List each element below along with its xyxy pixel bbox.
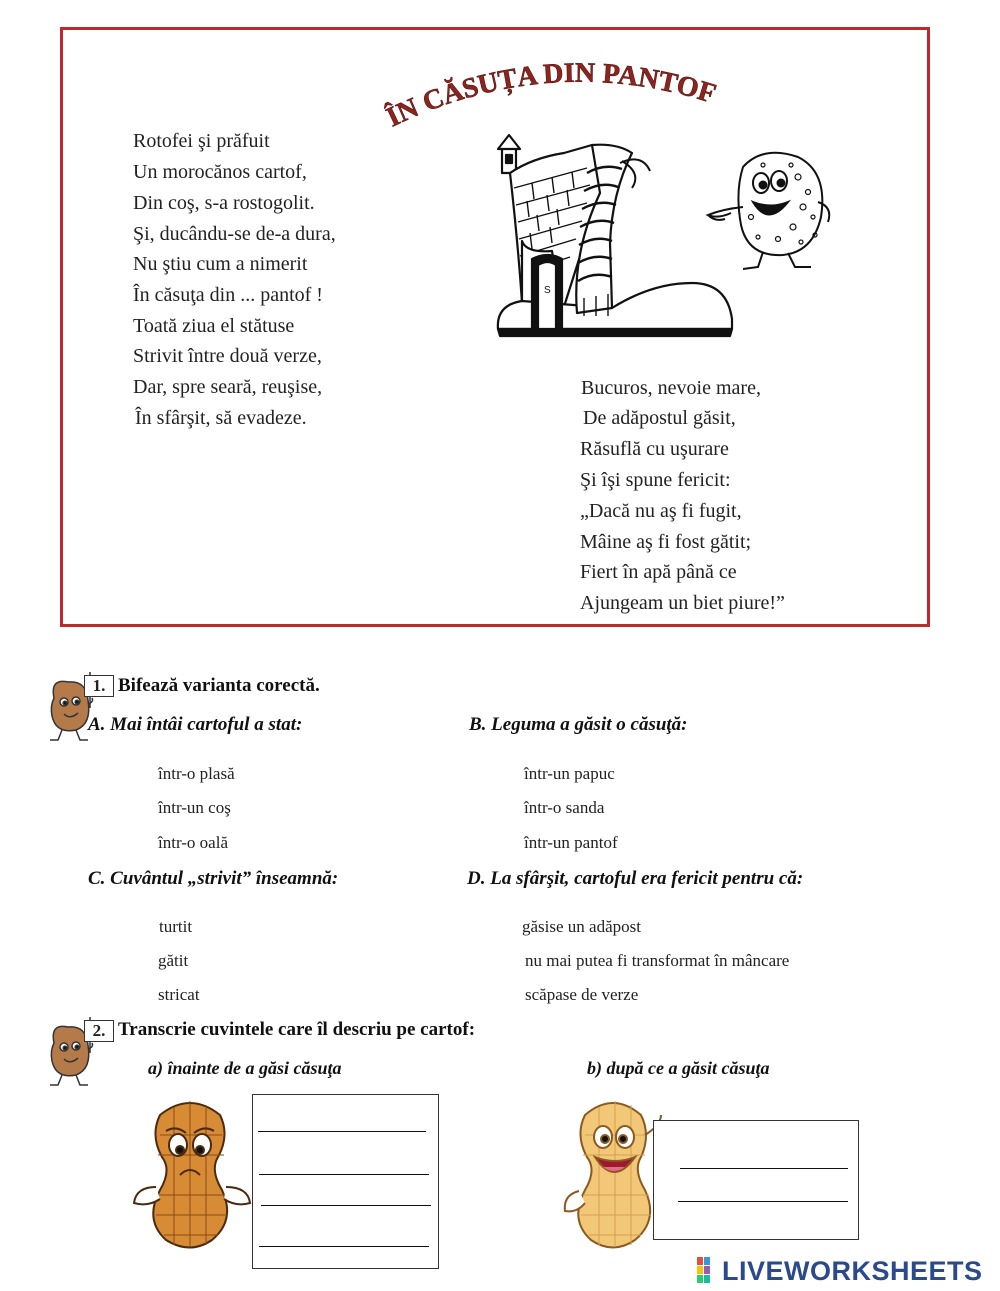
poem-line: Bucuros, nevoie mare, bbox=[581, 377, 761, 399]
option-c-3[interactable]: stricat bbox=[158, 985, 200, 1004]
option-a-3[interactable]: într-o oală bbox=[158, 833, 228, 852]
poem-line: De adăpostul găsit, bbox=[583, 407, 736, 429]
poem-line: Ajungeam un biet piure!” bbox=[580, 592, 785, 614]
option-c-1[interactable]: turtit bbox=[159, 917, 193, 936]
poem-line: Rotofei şi prăfuit bbox=[133, 130, 270, 152]
answer-box-after bbox=[653, 1120, 859, 1240]
answer-line[interactable] bbox=[259, 1174, 429, 1175]
potato-character-illustration bbox=[703, 147, 843, 272]
poem-line: Toată ziua el stătuse bbox=[133, 315, 295, 337]
answer-line[interactable] bbox=[680, 1168, 848, 1169]
answer-line[interactable] bbox=[678, 1201, 848, 1202]
poem-line: Răsuflă cu uşurare bbox=[580, 438, 729, 460]
option-a-1[interactable]: într-o plasă bbox=[158, 764, 235, 783]
answer-line[interactable] bbox=[261, 1205, 431, 1206]
question-b-label: B. Leguma a găsit o căsuţă: bbox=[469, 714, 688, 735]
option-d-1[interactable]: găsise un adăpost bbox=[522, 917, 641, 936]
poem-line: Şi, ducându-se de-a dura, bbox=[133, 223, 336, 245]
poem-line: Din coş, s-a rostogolit. bbox=[133, 192, 315, 214]
poem-line: Mâine aş fi fost gătit; bbox=[580, 531, 752, 553]
option-b-2[interactable]: într-o sanda bbox=[524, 798, 605, 817]
poem-line: Un morocănos cartof, bbox=[133, 161, 307, 183]
option-b-1[interactable]: într-un papuc bbox=[524, 764, 615, 783]
svg-text:S: S bbox=[544, 285, 551, 296]
option-b-3[interactable]: într-un pantof bbox=[524, 833, 618, 852]
option-c-2[interactable]: gătit bbox=[158, 951, 189, 970]
exercise-2-instruction: Transcrie cuvintele care îl descriu pe cartof: bbox=[118, 1019, 476, 1040]
question-a-label: A. Mai întâi cartoful a stat: bbox=[88, 714, 303, 735]
poem-line: Dar, spre seară, reuşise, bbox=[133, 376, 323, 398]
poem-line: Fiert în apă până ce bbox=[580, 561, 737, 583]
poem-line: Strivit între două verze, bbox=[133, 345, 322, 367]
happy-peanut-illustration bbox=[563, 1095, 663, 1250]
question-d-label: D. La sfârşit, cartoful era fericit pentru că: bbox=[467, 868, 804, 889]
option-a-2[interactable]: într-un coş bbox=[158, 798, 231, 817]
svg-text:ÎN CĂSUȚA DIN PANTOF bbox=[382, 58, 720, 134]
answer-line[interactable] bbox=[259, 1246, 429, 1247]
liveworksheets-brand: LIVEWORKSHEETS bbox=[722, 1256, 983, 1286]
exercise-1-instruction: Bifează varianta corectă. bbox=[118, 675, 320, 696]
poem-line: „Dacă nu aş fi fugit, bbox=[580, 500, 742, 522]
poem-title: ÎN CĂSUȚA DIN PANTOF bbox=[381, 57, 720, 134]
answer-box-before bbox=[252, 1094, 439, 1269]
part-b-label: b) după ce a găsit căsuţa bbox=[587, 1058, 770, 1078]
poem-line: Nu ştiu cum a nimerit bbox=[133, 253, 308, 275]
poem-line: Şi îşi spune fericit: bbox=[580, 469, 731, 491]
question-c-label: C. Cuvântul „strivit” înseamnă: bbox=[88, 868, 339, 889]
part-a-label: a) înainte de a găsi căsuţa bbox=[148, 1058, 342, 1078]
option-d-3[interactable]: scăpase de verze bbox=[525, 985, 639, 1004]
liveworksheets-logo-icon bbox=[697, 1257, 719, 1283]
poem-title-arc bbox=[380, 55, 760, 145]
option-d-2[interactable]: nu mai putea fi transformat în mâncare bbox=[525, 951, 790, 970]
shoe-house-illustration bbox=[492, 133, 737, 338]
exercise-number-badge: 1. bbox=[84, 675, 114, 697]
poem-line: În sfârşit, să evadeze. bbox=[135, 407, 307, 429]
sad-peanut-illustration bbox=[130, 1095, 255, 1250]
exercise-number-badge: 2. bbox=[84, 1020, 114, 1042]
answer-line[interactable] bbox=[258, 1131, 426, 1132]
poem-line: În căsuţa din ... pantof ! bbox=[133, 284, 323, 306]
